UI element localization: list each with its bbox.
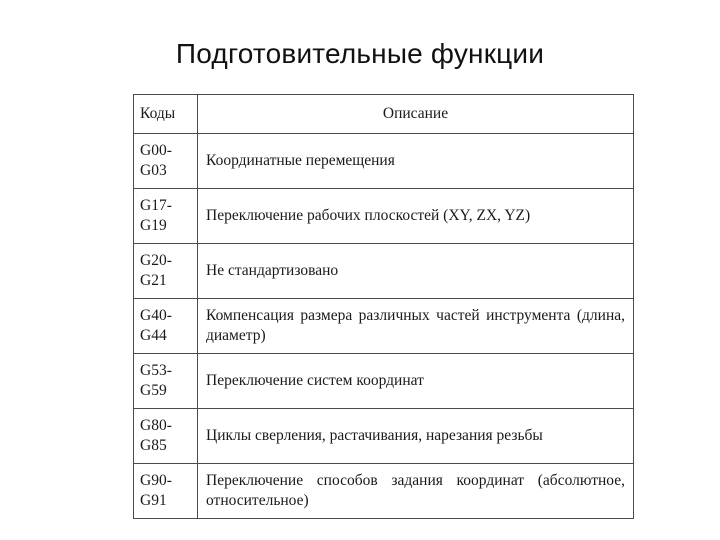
- table-row: [134, 409, 634, 464]
- code-start: G53-: [140, 362, 172, 379]
- description-cell: Переключение способов задания координат (абсолютное, относительное): [198, 464, 634, 519]
- code-cell: [134, 299, 198, 354]
- code-start: G20-: [140, 252, 172, 269]
- description-cell: Циклы сверления, растачивания, нарезания резьбы: [198, 409, 634, 464]
- code-start: G17-: [140, 197, 172, 214]
- code-cell: [134, 134, 198, 189]
- code-start: G40-: [140, 307, 172, 324]
- code-cell: [134, 354, 198, 409]
- description-cell: Компенсация размера различных частей инструмента (длина, диаметр): [198, 299, 634, 354]
- code-start: G90-: [140, 472, 172, 489]
- code-cell: [134, 409, 198, 464]
- table-row: [134, 134, 634, 189]
- header-description: Описание: [198, 95, 634, 134]
- code-cell: [134, 464, 198, 519]
- table-row: [134, 244, 634, 299]
- code-end: G59: [140, 382, 167, 399]
- code-end: G19: [140, 217, 167, 234]
- description-cell: Координатные перемещения: [198, 134, 634, 189]
- description-cell: Не стандартизовано: [198, 244, 634, 299]
- code-start: G00-: [140, 142, 172, 159]
- code-cell: [134, 189, 198, 244]
- table-row: [134, 464, 634, 519]
- description-cell: Переключение систем координат: [198, 354, 634, 409]
- table-header-row: [134, 95, 634, 134]
- g-functions-table: [133, 94, 634, 519]
- table-row: [134, 354, 634, 409]
- header-codes: Коды: [134, 95, 198, 134]
- code-start: G80-: [140, 417, 172, 434]
- code-end: G85: [140, 437, 167, 454]
- description-cell: Переключение рабочих плоскостей (XY, ZX, YZ): [198, 189, 634, 244]
- code-end: G44: [140, 327, 167, 344]
- code-cell: [134, 244, 198, 299]
- table-row: [134, 189, 634, 244]
- code-end: G03: [140, 162, 167, 179]
- code-end: G21: [140, 272, 167, 289]
- code-end: G91: [140, 492, 167, 509]
- slide-title: Подготовительные функции: [175, 38, 545, 69]
- table-container: [133, 94, 633, 509]
- table-row: [134, 299, 634, 354]
